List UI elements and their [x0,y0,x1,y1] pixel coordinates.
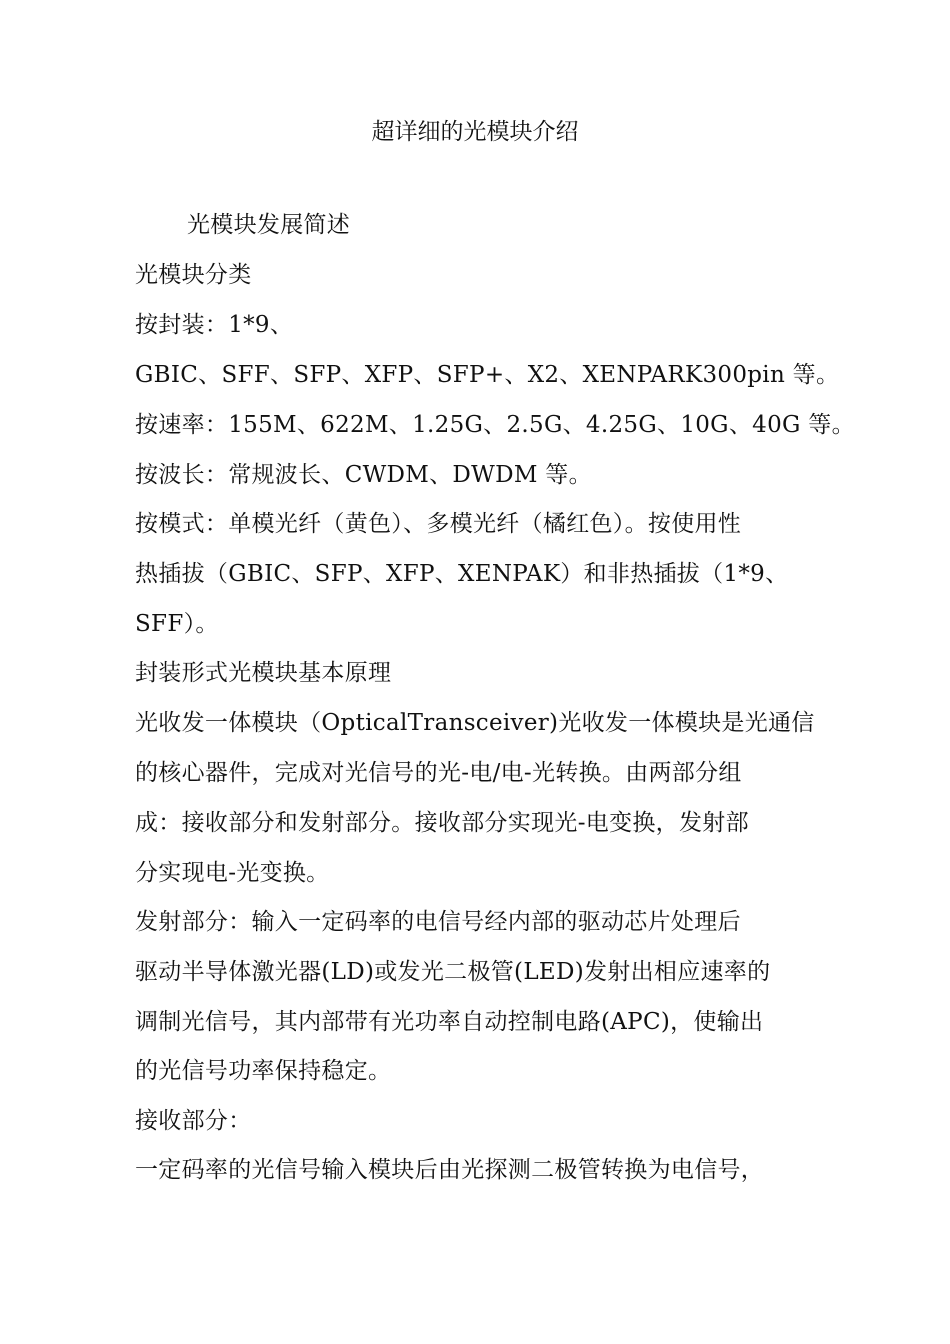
text-line: 按速率：155M、622M、1.25G、2.5G、4.25G、10G、40G 等。 [135,412,855,438]
text-line: 按波长：常规波长、CWDM、DWDM 等。 [135,462,592,488]
text-line: GBIC、SFF、SFP、XFP、SFP+、X2、XENPARK300pin 等。 [135,362,840,388]
text-line: SFF）。 [135,611,219,637]
text-line: 发射部分：输入一定码率的电信号经内部的驱动芯片处理后 [135,909,741,935]
document-title: 超详细的光模块介绍 [371,119,579,145]
text-line: 驱动半导体激光器(LD)或发光二极管(LED)发射出相应速率的 [135,959,771,985]
text-line: 按封装：1*9、 [135,312,294,338]
text-line: 光收发一体模块（OpticalTransceiver)光收发一体模块是光通信 [135,710,815,736]
text-line: 一定码率的光信号输入模块后由光探测二极管转换为电信号， [135,1157,765,1183]
text-line: 热插拔（GBIC、SFP、XFP、XENPAK）和非热插拔（1*9、 [135,561,789,587]
section-heading-development: 光模块发展简述 [187,212,351,238]
text-line: 分实现电-光变换。 [135,860,330,886]
text-line: 按模式：单模光纤（黄色）、多模光纤（橘红色）。按使用性 [135,511,742,537]
section-heading-principle: 封装形式光模块基本原理 [135,660,392,686]
text-line: 接收部分： [135,1108,252,1134]
text-line: 的核心器件，完成对光信号的光-电/电-光转换。由两部分组 [135,760,742,786]
section-heading-classification: 光模块分类 [135,262,252,288]
text-line: 的光信号功率保持稳定。 [135,1058,392,1084]
text-line: 成：接收部分和发射部分。接收部分实现光-电变换，发射部 [135,810,749,836]
text-line: 调制光信号，其内部带有光功率自动控制电路(APC)，使输出 [135,1009,764,1035]
